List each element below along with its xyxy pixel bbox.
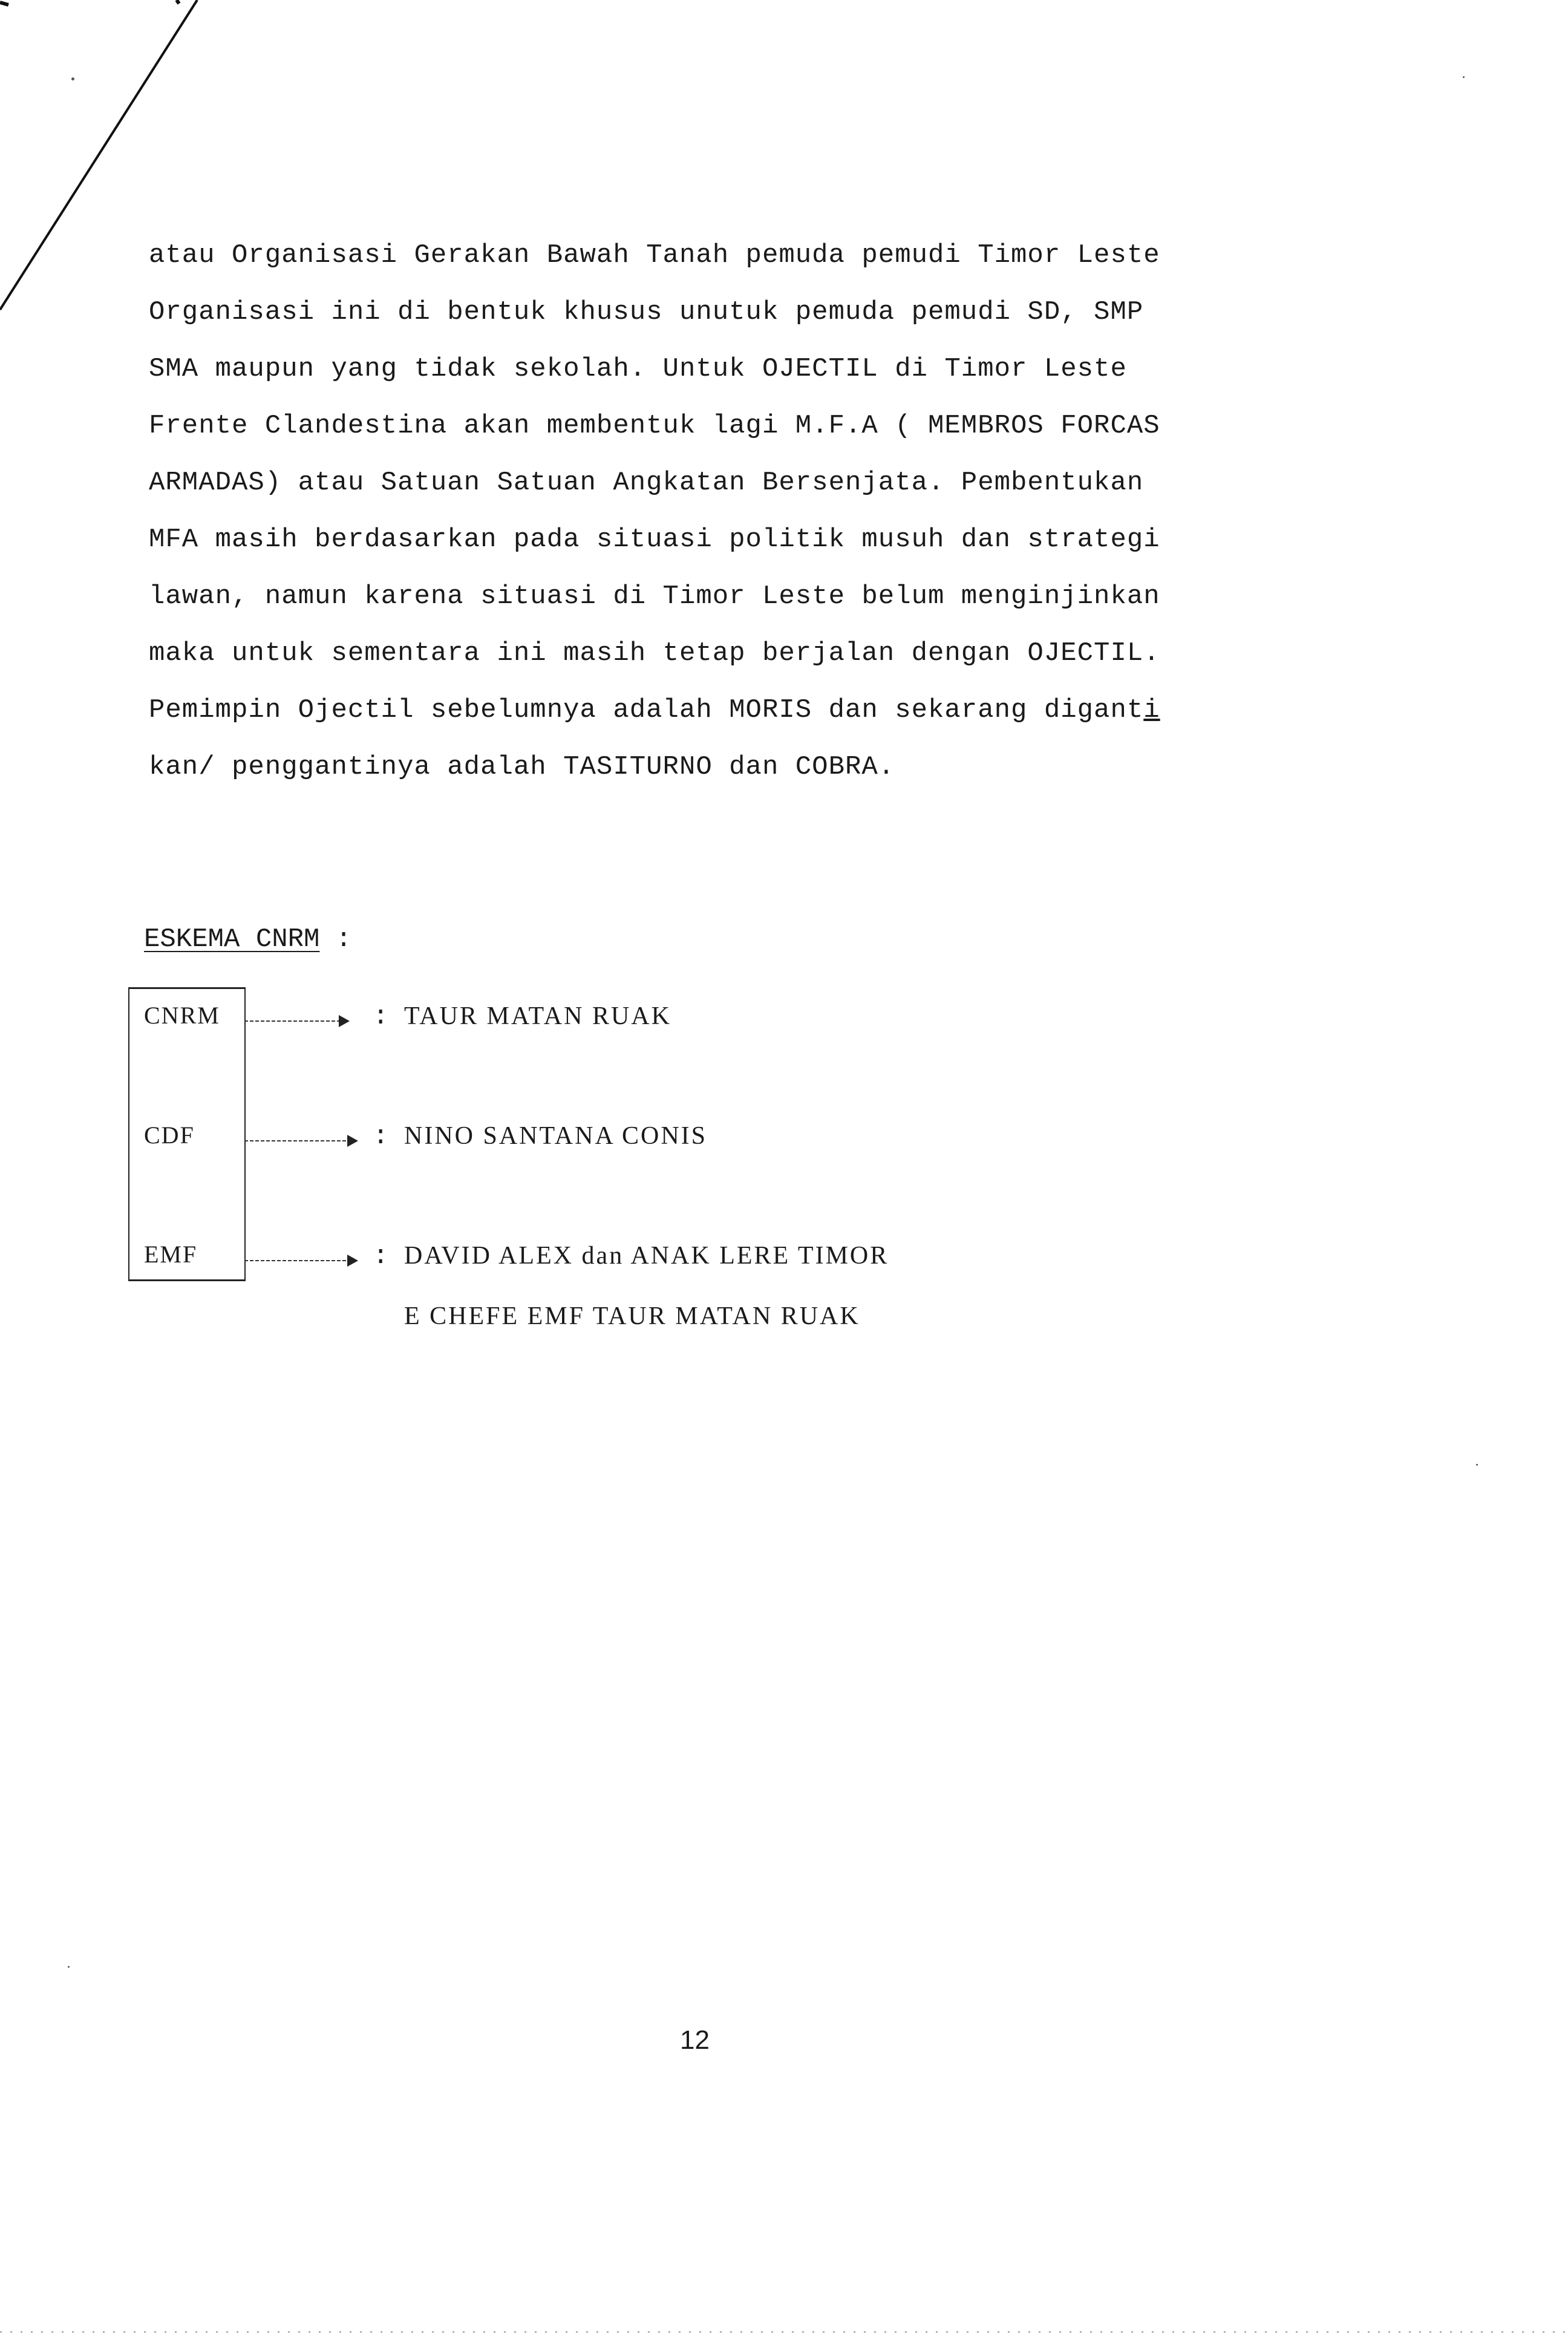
scan-speck [1476, 1464, 1478, 1466]
scheme-value-cnrm: TAUR MATAN RUAK [404, 1002, 671, 1030]
body-line: MFA masih berdasarkan pada situasi politik musuh dan strategi [149, 524, 1160, 555]
body-line: lawan, namun karena situasi di Timor Leste belum menginjinkan [149, 581, 1160, 612]
scheme-heading [144, 924, 351, 955]
scan-speck [71, 77, 74, 80]
body-line-text: Pemimpin Ojectil sebelumnya adalah MORIS dan sekarang digant [149, 695, 1144, 725]
body-line: ARMADAS) atau Satuan Satuan Angkatan Bersenjata. Pembentukan [149, 468, 1144, 498]
page-number: 12 [680, 2025, 710, 2055]
scan-bottom-edge [0, 2329, 1568, 2335]
scheme-heading-title: ESKEMA CNRM [144, 924, 320, 955]
scheme-heading-colon: : [319, 924, 352, 955]
scheme-value-emf-line2: E CHEFE EMF TAUR MATAN RUAK [404, 1302, 860, 1330]
scheme-value-emf: DAVID ALEX dan ANAK LERE TIMOR [404, 1242, 889, 1270]
scan-speck [68, 1966, 70, 1968]
scheme-label-cnrm: CNRM [144, 1002, 220, 1029]
arrow-icon [242, 1129, 381, 1153]
body-paragraph [149, 227, 1298, 795]
scheme-label-emf: EMF [144, 1241, 198, 1268]
scheme-value-cdf: NINO SANTANA CONIS [404, 1122, 707, 1150]
scheme-separator: : [373, 1122, 389, 1152]
arrow-icon [242, 1009, 381, 1033]
body-line: kan/ penggantinya adalah TASITURNO dan COBRA. [149, 752, 895, 782]
body-line: Organisasi ini di bentuk khusus unutuk pemuda pemudi SD, SMP [149, 297, 1144, 327]
hyphen-fragment: i [1143, 695, 1160, 725]
scheme-separator: : [373, 1241, 389, 1272]
scan-speck [1463, 76, 1465, 78]
scheme-separator: : [373, 1002, 389, 1032]
body-line: atau Organisasi Gerakan Bawah Tanah pemuda pemudi Timor Leste [149, 240, 1160, 270]
arrow-icon [242, 1249, 381, 1273]
body-line: SMA maupun yang tidak sekolah. Untuk OJECTIL di Timor Leste [149, 354, 1127, 384]
body-line: maka untuk sementara ini masih tetap berjalan dengan OJECTIL. [149, 638, 1160, 668]
scheme-label-cdf: CDF [144, 1122, 195, 1149]
body-line [149, 682, 1298, 739]
body-line: Frente Clandestina akan membentuk lagi M.F.A ( MEMBROS FORCAS [149, 411, 1160, 441]
